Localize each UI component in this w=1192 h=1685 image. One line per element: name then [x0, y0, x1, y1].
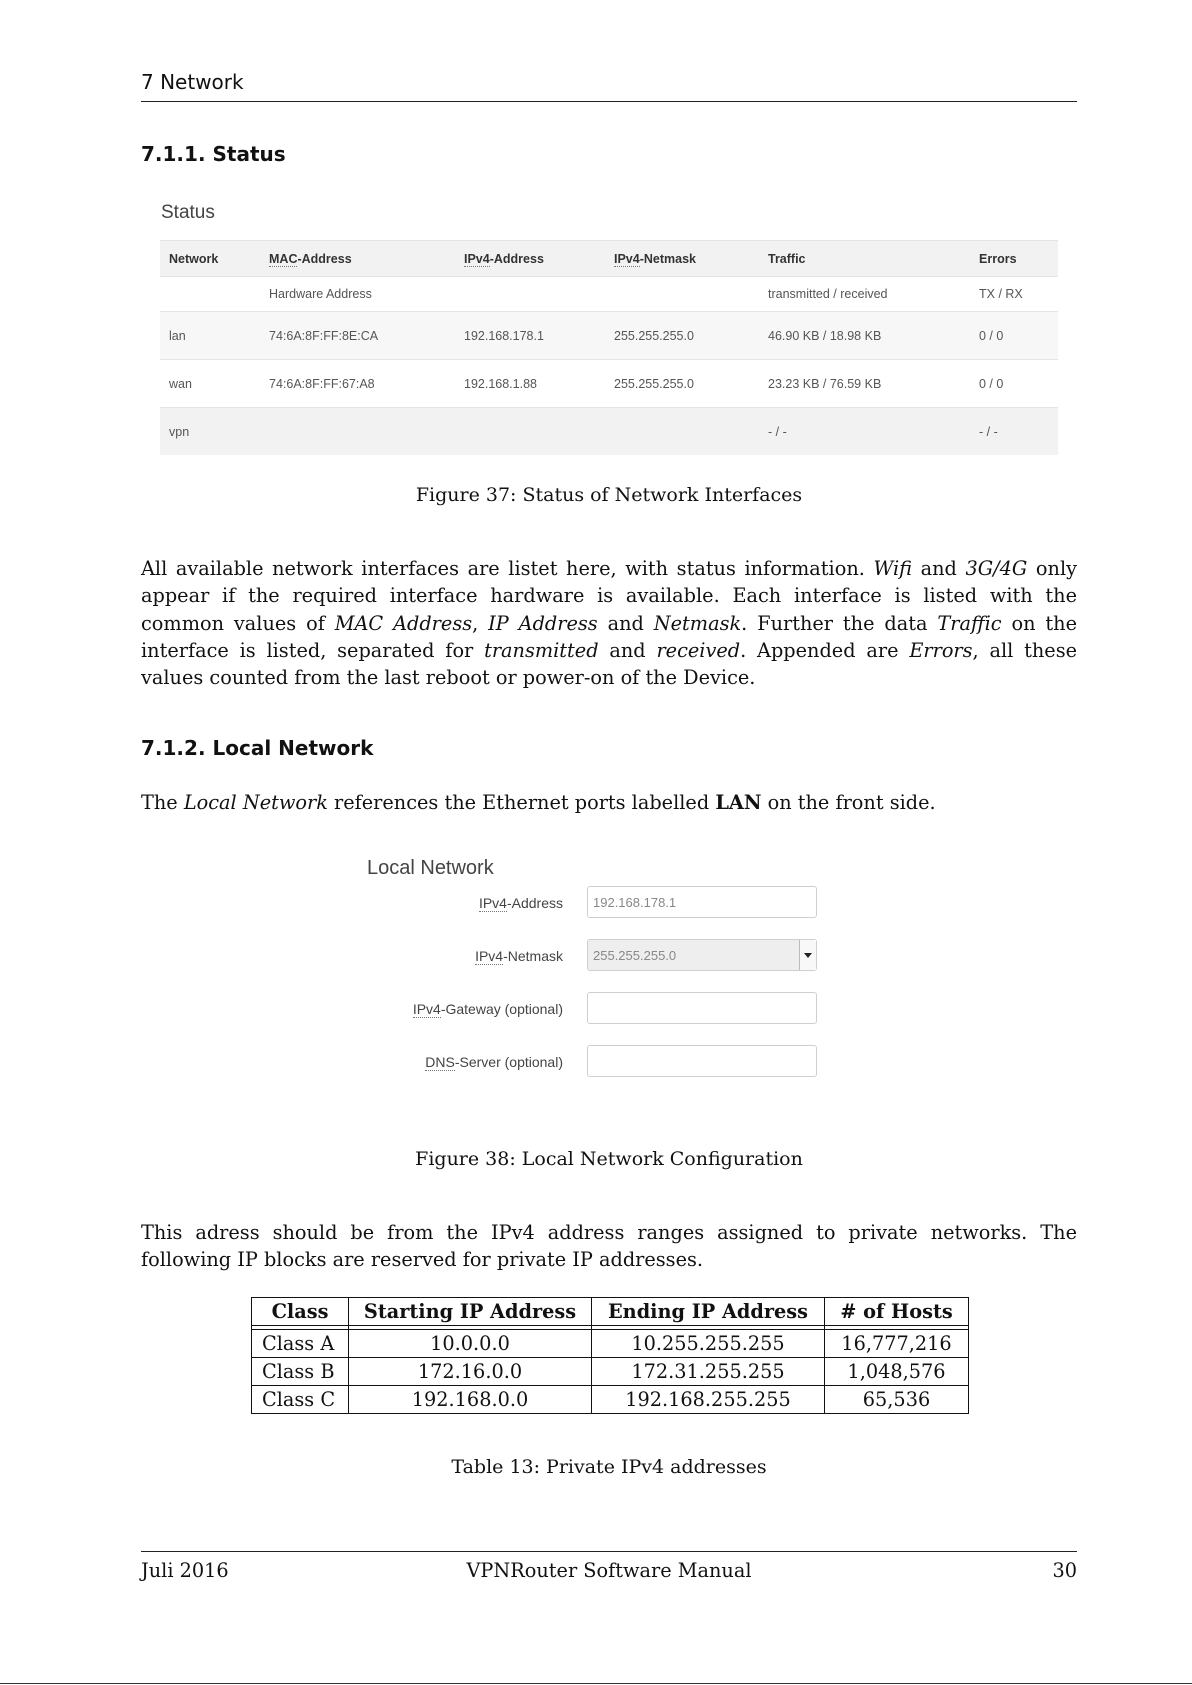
ipv4-netmask-label: IPv4-Netmask — [475, 948, 563, 964]
page-bottom-edge — [0, 1683, 1192, 1684]
footer-page-number: 30 — [1052, 1559, 1077, 1582]
cell-end: 192.168.255.255 — [592, 1386, 825, 1414]
ipv4-gateway-row — [366, 992, 846, 1026]
figure-38-caption: Figure 38: Local Network Configuration — [415, 1148, 803, 1170]
col-errors: Errors — [970, 241, 1058, 277]
status-figure-title: Status — [161, 202, 215, 223]
table-13-caption: Table 13: Private IPv4 addresses — [451, 1456, 767, 1478]
table-row — [160, 408, 1058, 456]
chevron-down-icon[interactable] — [799, 940, 816, 970]
ipv4-address-row — [366, 886, 846, 920]
abbr-ipv4: IPv4 — [614, 251, 640, 266]
cell-hosts: 16,777,216 — [825, 1330, 969, 1358]
table-row — [160, 312, 1058, 360]
col-network: Network — [160, 241, 260, 277]
footer-rule — [141, 1551, 1077, 1552]
status-table — [160, 240, 1058, 455]
col-ending-ip: Ending IP Address — [592, 1298, 825, 1326]
footer-title: VPNRouter Software Manual — [466, 1559, 752, 1582]
cell-traffic: 46.90 KB / 18.98 KB — [759, 312, 970, 360]
cell-start: 10.0.0.0 — [349, 1330, 592, 1358]
subheader-cell: transmitted / received — [759, 277, 970, 312]
figure-37-caption: Figure 37: Status of Network Interfaces — [415, 484, 803, 506]
table-row — [252, 1386, 969, 1414]
cell-hosts: 1,048,576 — [825, 1358, 969, 1386]
cell-network: vpn — [160, 408, 260, 456]
local-network-form — [366, 855, 846, 1070]
status-subheader-row — [160, 277, 1058, 312]
ipv4-address-input[interactable]: 192.168.178.1 — [587, 886, 817, 918]
cell-end: 10.255.255.255 — [592, 1330, 825, 1358]
abbr-ipv4: IPv4 — [464, 251, 490, 266]
table-row — [252, 1358, 969, 1386]
local-network-form-title: Local Network — [367, 857, 494, 879]
cell-traffic: 23.23 KB / 76.59 KB — [759, 360, 970, 408]
cell-class: Class C — [252, 1386, 349, 1414]
col-starting-ip: Starting IP Address — [349, 1298, 592, 1326]
table-row — [252, 1330, 969, 1358]
private-ip-table — [251, 1297, 969, 1414]
cell-class: Class A — [252, 1330, 349, 1358]
cell-errors: 0 / 0 — [970, 312, 1058, 360]
col-ipv4-address: IPv4-Address — [455, 241, 605, 277]
status-table-header — [160, 241, 1058, 277]
ipv4-gateway-input[interactable] — [587, 992, 817, 1024]
ipv4-netmask-select[interactable]: 255.255.255.0 — [587, 939, 817, 971]
col-mac-address: MAC-Address — [260, 241, 455, 277]
subheader-cell — [605, 277, 759, 312]
cell-hosts: 65,536 — [825, 1386, 969, 1414]
ip-table-header — [252, 1298, 969, 1326]
cell-ipv4-netmask: 255.255.255.0 — [605, 312, 759, 360]
subheader-cell: Hardware Address — [260, 277, 455, 312]
col-num-hosts: # of Hosts — [825, 1298, 969, 1326]
status-figure — [160, 200, 1058, 455]
cell-errors: - / - — [970, 408, 1058, 456]
col-traffic: Traffic — [759, 241, 970, 277]
cell-ipv4-address: 192.168.1.88 — [455, 360, 605, 408]
cell-end: 172.31.255.255 — [592, 1358, 825, 1386]
running-header: 7 Network — [141, 70, 244, 94]
cell-mac: 74:6A:8F:FF:67:A8 — [260, 360, 455, 408]
private-networks-paragraph: This adress should be from the IPv4 address ranges assigned to private networks. The following IP blocks are reserved for private IP addresses. — [141, 1221, 1077, 1272]
dns-server-label: DNS-Server (optional) — [425, 1054, 563, 1070]
cell-ipv4-address — [455, 408, 605, 456]
cell-start: 192.168.0.0 — [349, 1386, 592, 1414]
cell-network: lan — [160, 312, 260, 360]
header-rule — [141, 101, 1077, 102]
cell-traffic: - / - — [759, 408, 970, 456]
subheader-cell: TX / RX — [970, 277, 1058, 312]
cell-ipv4-netmask: 255.255.255.0 — [605, 360, 759, 408]
ipv4-gateway-label: IPv4-Gateway (optional) — [412, 1001, 563, 1017]
footer-date: Juli 2016 — [141, 1559, 229, 1582]
cell-start: 172.16.0.0 — [349, 1358, 592, 1386]
ipv4-address-label: IPv4-Address — [478, 895, 563, 911]
col-ipv4-netmask: IPv4-Netmask — [605, 241, 759, 277]
dns-server-row — [366, 1045, 846, 1079]
cell-ipv4-address: 192.168.178.1 — [455, 312, 605, 360]
col-class: Class — [252, 1298, 349, 1326]
table-row — [160, 360, 1058, 408]
cell-class: Class B — [252, 1358, 349, 1386]
cell-errors: 0 / 0 — [970, 360, 1058, 408]
cell-network: wan — [160, 360, 260, 408]
status-paragraph: All available network interfaces are listet here, with status information. Wifi and 3G/4G only appear if the required interface hardware is available. Each interface is listed with the common values of MAC Address, IP Address and Netmask. Further the data Traffic on the interface is listed, separated for transmitted and received. Appended are Errors, all these values counted from the last reboot or power-on of the Device. — [141, 557, 1078, 690]
subheader-cell — [455, 277, 605, 312]
cell-mac: 74:6A:8F:FF:8E:CA — [260, 312, 455, 360]
cell-ipv4-netmask — [605, 408, 759, 456]
cell-mac — [260, 408, 455, 456]
subheader-cell — [160, 277, 260, 312]
ipv4-netmask-row — [366, 939, 846, 973]
abbr-mac: MAC — [269, 251, 298, 266]
section-heading-status: 7.1.1. Status — [141, 142, 286, 166]
local-network-intro: The Local Network references the Ethernet ports labelled LAN on the front side. — [141, 791, 936, 814]
section-heading-local-network: 7.1.2. Local Network — [141, 736, 374, 760]
dns-server-input[interactable] — [587, 1045, 817, 1077]
